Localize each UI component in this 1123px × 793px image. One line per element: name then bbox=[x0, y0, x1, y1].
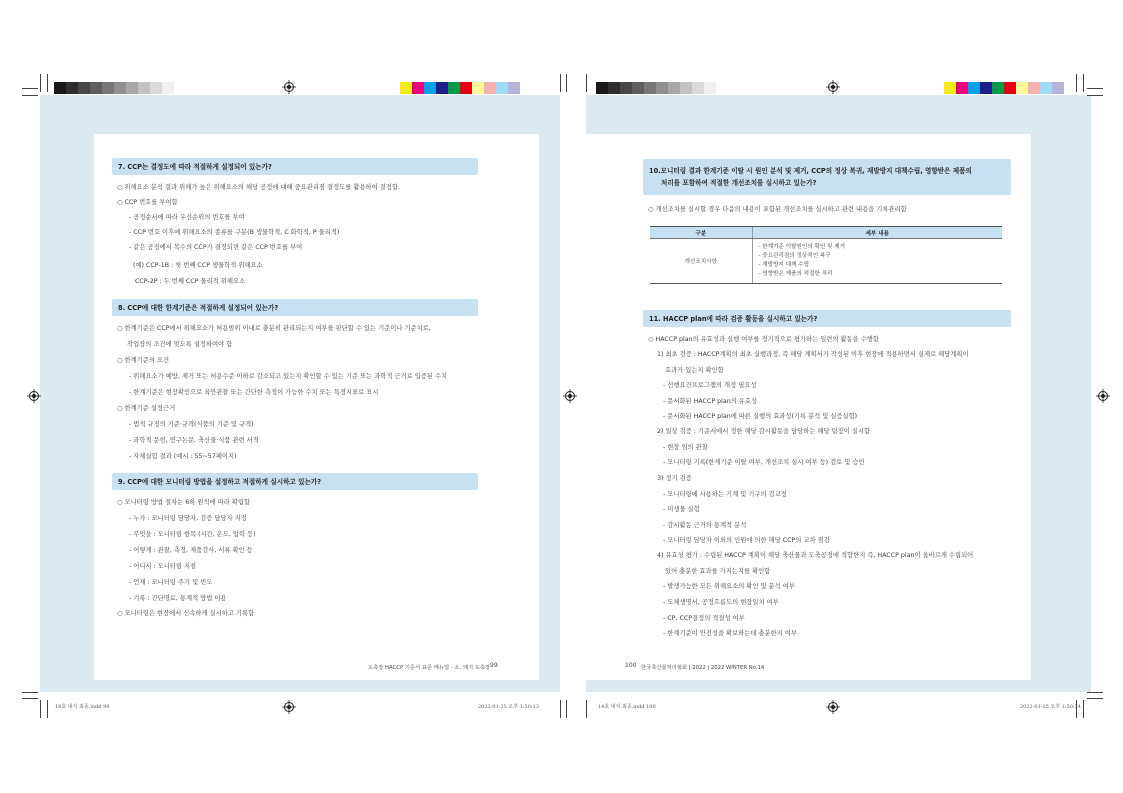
section-heading bbox=[643, 159, 1011, 195]
dash-line: - 법적 규정의 기준·규격(식품의 기준 및 규격) bbox=[129, 421, 254, 428]
color-swatch bbox=[412, 82, 424, 94]
crop-mark bbox=[40, 74, 41, 92]
color-swatch bbox=[102, 82, 114, 94]
dash-line: - 같은 공정에서 복수의 CCP가 결정되면 같은 CCP 번호를 부여 bbox=[129, 244, 303, 251]
color-swatch bbox=[692, 82, 704, 94]
heading-line: 8. CCP에 대한 한계기준은 적절하게 설정되어 있는가? bbox=[118, 303, 279, 312]
color-swatch bbox=[162, 82, 174, 94]
color-swatch bbox=[944, 82, 956, 94]
heading-line: 11. HACCP plan에 따라 검증 활동을 실시하고 있는가? bbox=[649, 314, 818, 323]
color-swatch bbox=[632, 82, 644, 94]
color-swatch bbox=[1052, 82, 1064, 94]
color-swatch bbox=[448, 82, 460, 94]
dash-line: - CCP 번호 이후에 위해요소의 종류를 구분(B 생물학적, C 화학적, P 물리적) bbox=[129, 229, 340, 236]
color-swatch bbox=[992, 82, 1004, 94]
dash-line: - 모니터링에 사용하는 기계 및 기구의 검교정 bbox=[663, 491, 787, 498]
bullet-line: ○ 한계기준 설정근거 bbox=[117, 405, 176, 412]
color-swatch bbox=[126, 82, 138, 94]
dash-line: - 발생가능한 모든 위해요소의 확인 및 분석 여부 bbox=[663, 583, 795, 590]
color-swatch bbox=[496, 82, 508, 94]
dash-line: - 언제 : 모니터링 주기 및 빈도 bbox=[129, 579, 213, 586]
dash-line: - 과학적 문헌, 연구논문, 축산물·식품 관련 서적 bbox=[129, 437, 259, 444]
color-swatch bbox=[968, 82, 980, 94]
crop-mark bbox=[1076, 74, 1077, 92]
dash-line: - 위해요소가 예방, 제거 또는 허용수준 이하로 감소되고 있는지 확인할 수 있는 기준 또는 과학적 근거로 입증된 수치 bbox=[129, 373, 448, 380]
color-swatch bbox=[1040, 82, 1052, 94]
list-item: - 한계기준 이탈원인의 확인 및 제거 bbox=[758, 244, 846, 250]
dash-line: - 미생물 실험 bbox=[663, 506, 700, 513]
crop-mark bbox=[1083, 700, 1084, 718]
list-item: - 재발방지 대책 수립 bbox=[758, 262, 810, 268]
color-swatch bbox=[668, 82, 680, 94]
color-swatch bbox=[90, 82, 102, 94]
crop-mark bbox=[1087, 692, 1103, 693]
page-footer: 한국축산물처리협회 | 2022 | 2022 WINTER No.14 bbox=[641, 665, 765, 671]
slug-filename: 14호 내지 최종.indd 99 bbox=[55, 704, 110, 710]
dash-line: - 어디서 : 모니터링 지점 bbox=[129, 563, 197, 570]
registration-mark-icon bbox=[563, 389, 577, 403]
dash-line: - 자체실험 결과 (예시 : 55~57페이지) bbox=[129, 453, 237, 460]
dash-line: - 무엇을 : 모니터링 항목 (시간, 온도, 압력 등) bbox=[129, 531, 256, 538]
crop-mark bbox=[47, 74, 48, 92]
page-number: 100 bbox=[625, 662, 637, 669]
color-swatch bbox=[66, 82, 78, 94]
table-header-category: 구분 bbox=[650, 227, 752, 239]
crop-mark bbox=[47, 700, 48, 718]
right-gray-colorbar bbox=[596, 82, 716, 94]
example-line: CCP-2P : 두 번째 CCP 물리적 위해요소 bbox=[135, 278, 246, 285]
crop-mark bbox=[586, 700, 587, 718]
color-swatch bbox=[1004, 82, 1016, 94]
heading-line: 10.모니터링 결과 한계기준 이탈 시 원인 분석 및 제거, CCP의 정상 복귀, 재발방지 대책수립, 영향받은 제품의 bbox=[649, 167, 972, 175]
dash-line: - 한계기준은 현장확인으로 육안관찰 또는 간단한 측정이 가능한 수치 또는 특정지표로 표시 bbox=[129, 389, 379, 396]
color-swatch bbox=[424, 82, 436, 94]
color-swatch bbox=[596, 82, 608, 94]
dash-line: - CP, CCP결정의 적절성 여부 bbox=[663, 615, 745, 622]
continuation-line: 효과가 있는지 확인함 bbox=[665, 367, 724, 374]
slug-timestamp: 2022-01-25 오후 1:50:13 bbox=[478, 704, 539, 710]
corrective-action-table bbox=[650, 226, 1002, 284]
section-heading bbox=[112, 473, 478, 490]
continuation-line: 있어 충분한 효과를 가지는지를 확인함 bbox=[665, 568, 771, 575]
color-swatch bbox=[1028, 82, 1040, 94]
table-header-details: 세부 내용 bbox=[752, 227, 1002, 239]
crop-mark bbox=[1087, 95, 1103, 96]
color-swatch bbox=[484, 82, 496, 94]
color-swatch bbox=[704, 82, 716, 94]
color-swatch bbox=[436, 82, 448, 94]
dash-line: - 기록 : 간단명료, 통계적 방법 이용 bbox=[129, 595, 227, 602]
crop-mark bbox=[22, 692, 38, 693]
crop-mark bbox=[560, 74, 561, 92]
dash-line: - 문서화된 HACCP plan에 따른 실행의 효과성(기록 분석 및 실증실험) bbox=[663, 413, 858, 420]
color-swatch bbox=[54, 82, 66, 94]
color-swatch bbox=[644, 82, 656, 94]
dash-line: - 문서화된 HACCP plan의 유효성 bbox=[663, 398, 758, 405]
bullet-line: ○ 개선조치를 실시할 경우 다음의 내용이 포함된 개선조치를 실시하고 관련 내용을 기록관리함 bbox=[648, 206, 907, 213]
color-swatch bbox=[656, 82, 668, 94]
slug-filename: 14호 내지 최종.indd 100 bbox=[598, 704, 656, 710]
color-swatch bbox=[608, 82, 620, 94]
color-swatch bbox=[150, 82, 162, 94]
section-heading bbox=[112, 158, 478, 175]
dash-line: - 한계기준이 안전성을 확보하는데 충분한지 여부 bbox=[663, 630, 797, 637]
numbered-line: 1) 최초 검증 : HACCP계획의 최초 실행과정, 즉 해당 계획서가 작성된 이후 현장에 적용하면서 실제로 해당계획이 bbox=[657, 351, 969, 358]
registration-mark-icon bbox=[826, 80, 840, 94]
color-swatch bbox=[956, 82, 968, 94]
registration-mark-icon bbox=[1096, 389, 1110, 403]
left-gray-colorbar bbox=[54, 82, 174, 94]
table-header-row bbox=[650, 227, 1002, 239]
dash-line: - 어떻게 : 관찰, 측정, 제품검사, 서류 확인 등 bbox=[129, 547, 253, 554]
dash-line: - 모니터링 담당자 이외의 인원에 의한 해당 CCP의 교차 점검 bbox=[663, 537, 830, 544]
crop-mark bbox=[566, 74, 567, 92]
bullet-line: ○ CCP 번호를 부여함 bbox=[117, 199, 178, 206]
color-swatch bbox=[472, 82, 484, 94]
color-swatch bbox=[1016, 82, 1028, 94]
heading-line: 처리를 포함하여 적절한 개선조치를 실시하고 있는가? bbox=[661, 179, 817, 187]
example-line: (예) CCP-1B : 첫 번째 CCP 생물학적 위해요소 bbox=[133, 262, 263, 269]
list-item: - 중요관리점의 정상적인 복구 bbox=[758, 253, 831, 259]
crop-mark bbox=[560, 700, 561, 718]
color-swatch bbox=[980, 82, 992, 94]
continuation-line: 작업장의 조건에 맞도록 설정하여야 함 bbox=[127, 341, 233, 348]
table-cell-category: 개선조치사항 bbox=[650, 239, 752, 284]
crop-mark bbox=[1087, 698, 1103, 699]
right-page bbox=[585, 134, 1031, 680]
color-swatch bbox=[680, 82, 692, 94]
bullet-line: ○ 모니터링 방법 절차는 6하 원칙에 따라 확립함 bbox=[117, 499, 251, 506]
crop-mark bbox=[22, 88, 38, 89]
page-number: 99 bbox=[490, 662, 498, 669]
page-footer: 도축장 HACCP 기준서 표준 매뉴얼 - 소, 돼지 도축장 bbox=[368, 665, 491, 671]
registration-mark-icon bbox=[826, 700, 840, 714]
crop-mark bbox=[1083, 74, 1084, 92]
dash-line: - 감시활동 근거의 통계적 분석 bbox=[663, 522, 747, 529]
color-swatch bbox=[114, 82, 126, 94]
registration-mark-icon bbox=[27, 389, 41, 403]
dash-line: - 선행요건프로그램의 개정 필요성 bbox=[663, 382, 757, 389]
bullet-line: ○ 위해요소 분석 결과 위해가 높은 위해요소의 해당 공정에 대해 중요관리점 결정도를 활용하여 결정함. bbox=[117, 184, 400, 191]
color-swatch bbox=[460, 82, 472, 94]
heading-line: 9. CCP에 대한 모니터링 방법을 설정하고 적절하게 실시하고 있는가? bbox=[118, 477, 322, 486]
dash-line: - 도체생명서, 공정흐름도의 현장일치 여부 bbox=[663, 599, 779, 606]
color-swatch bbox=[620, 82, 632, 94]
section-heading bbox=[643, 310, 1011, 327]
bullet-line: ○ 모니터링은 현장에서 신속하게 실시하고 기록함 bbox=[117, 610, 255, 617]
color-swatch bbox=[520, 82, 532, 94]
numbered-line: 2) 일상 검증 : 기준서에서 정한 해당 감시활동을 담당하는 해당 팀장이 실시함 bbox=[657, 428, 871, 435]
dash-line: - 공정순서에 따라 우선순위의 번호를 부여 bbox=[129, 214, 245, 221]
slug-timestamp: 2022-01-25 오후 1:50:24 bbox=[1020, 704, 1081, 710]
section-heading bbox=[112, 299, 478, 316]
bullet-line: ○ HACCP plan의 유효성과 실행 여부를 정기적으로 평가하는 일련의 활동을 수행함 bbox=[648, 336, 879, 343]
right-color-colorbar bbox=[944, 82, 1076, 94]
color-swatch bbox=[508, 82, 520, 94]
crop-mark bbox=[22, 698, 38, 699]
color-swatch bbox=[138, 82, 150, 94]
color-swatch bbox=[400, 82, 412, 94]
crop-mark bbox=[40, 700, 41, 718]
registration-mark-icon bbox=[282, 700, 296, 714]
registration-mark-icon bbox=[282, 80, 296, 94]
table-cell-details bbox=[752, 239, 1002, 284]
crop-mark bbox=[22, 95, 38, 96]
dash-line: - 누가 : 모니터링 담당자, 검증 담당자 지정 bbox=[129, 515, 247, 522]
dash-line: - 모니터링 기록(한계기준 이탈 여부, 개선조치 실시 여부 등) 검토 및 승인 bbox=[663, 459, 865, 466]
numbered-line: 3) 정기 검증 bbox=[657, 475, 692, 482]
dash-line: - 현장 임의 관찰 bbox=[663, 444, 708, 451]
left-color-colorbar bbox=[400, 82, 532, 94]
crop-mark bbox=[1087, 88, 1103, 89]
list-item: - 영향받은 제품의 적절한 처리 bbox=[758, 271, 833, 277]
crop-mark bbox=[566, 700, 567, 718]
color-swatch bbox=[1064, 82, 1076, 94]
heading-line: 7. CCP는 결정도에 따라 적절하게 설정되어 있는가? bbox=[118, 162, 272, 171]
color-swatch bbox=[78, 82, 90, 94]
crop-mark bbox=[586, 74, 587, 92]
bullet-line: ○ 한계기준의 요건 bbox=[117, 357, 170, 364]
table-row bbox=[650, 239, 1002, 284]
bullet-line: ○ 한계기준은 CCP에서 위해요소가 허용범위 이내로 충분히 관리되는지 여부를 판단할 수 있는 기준이나 기준치로, bbox=[117, 325, 431, 332]
numbered-line: 4) 유효성 평가 : 수립된 HACCP 계획이 해당 축산물과 도축공정에 적합한지 즉, HACCP plan이 올바르게 수립되어 bbox=[657, 552, 974, 559]
